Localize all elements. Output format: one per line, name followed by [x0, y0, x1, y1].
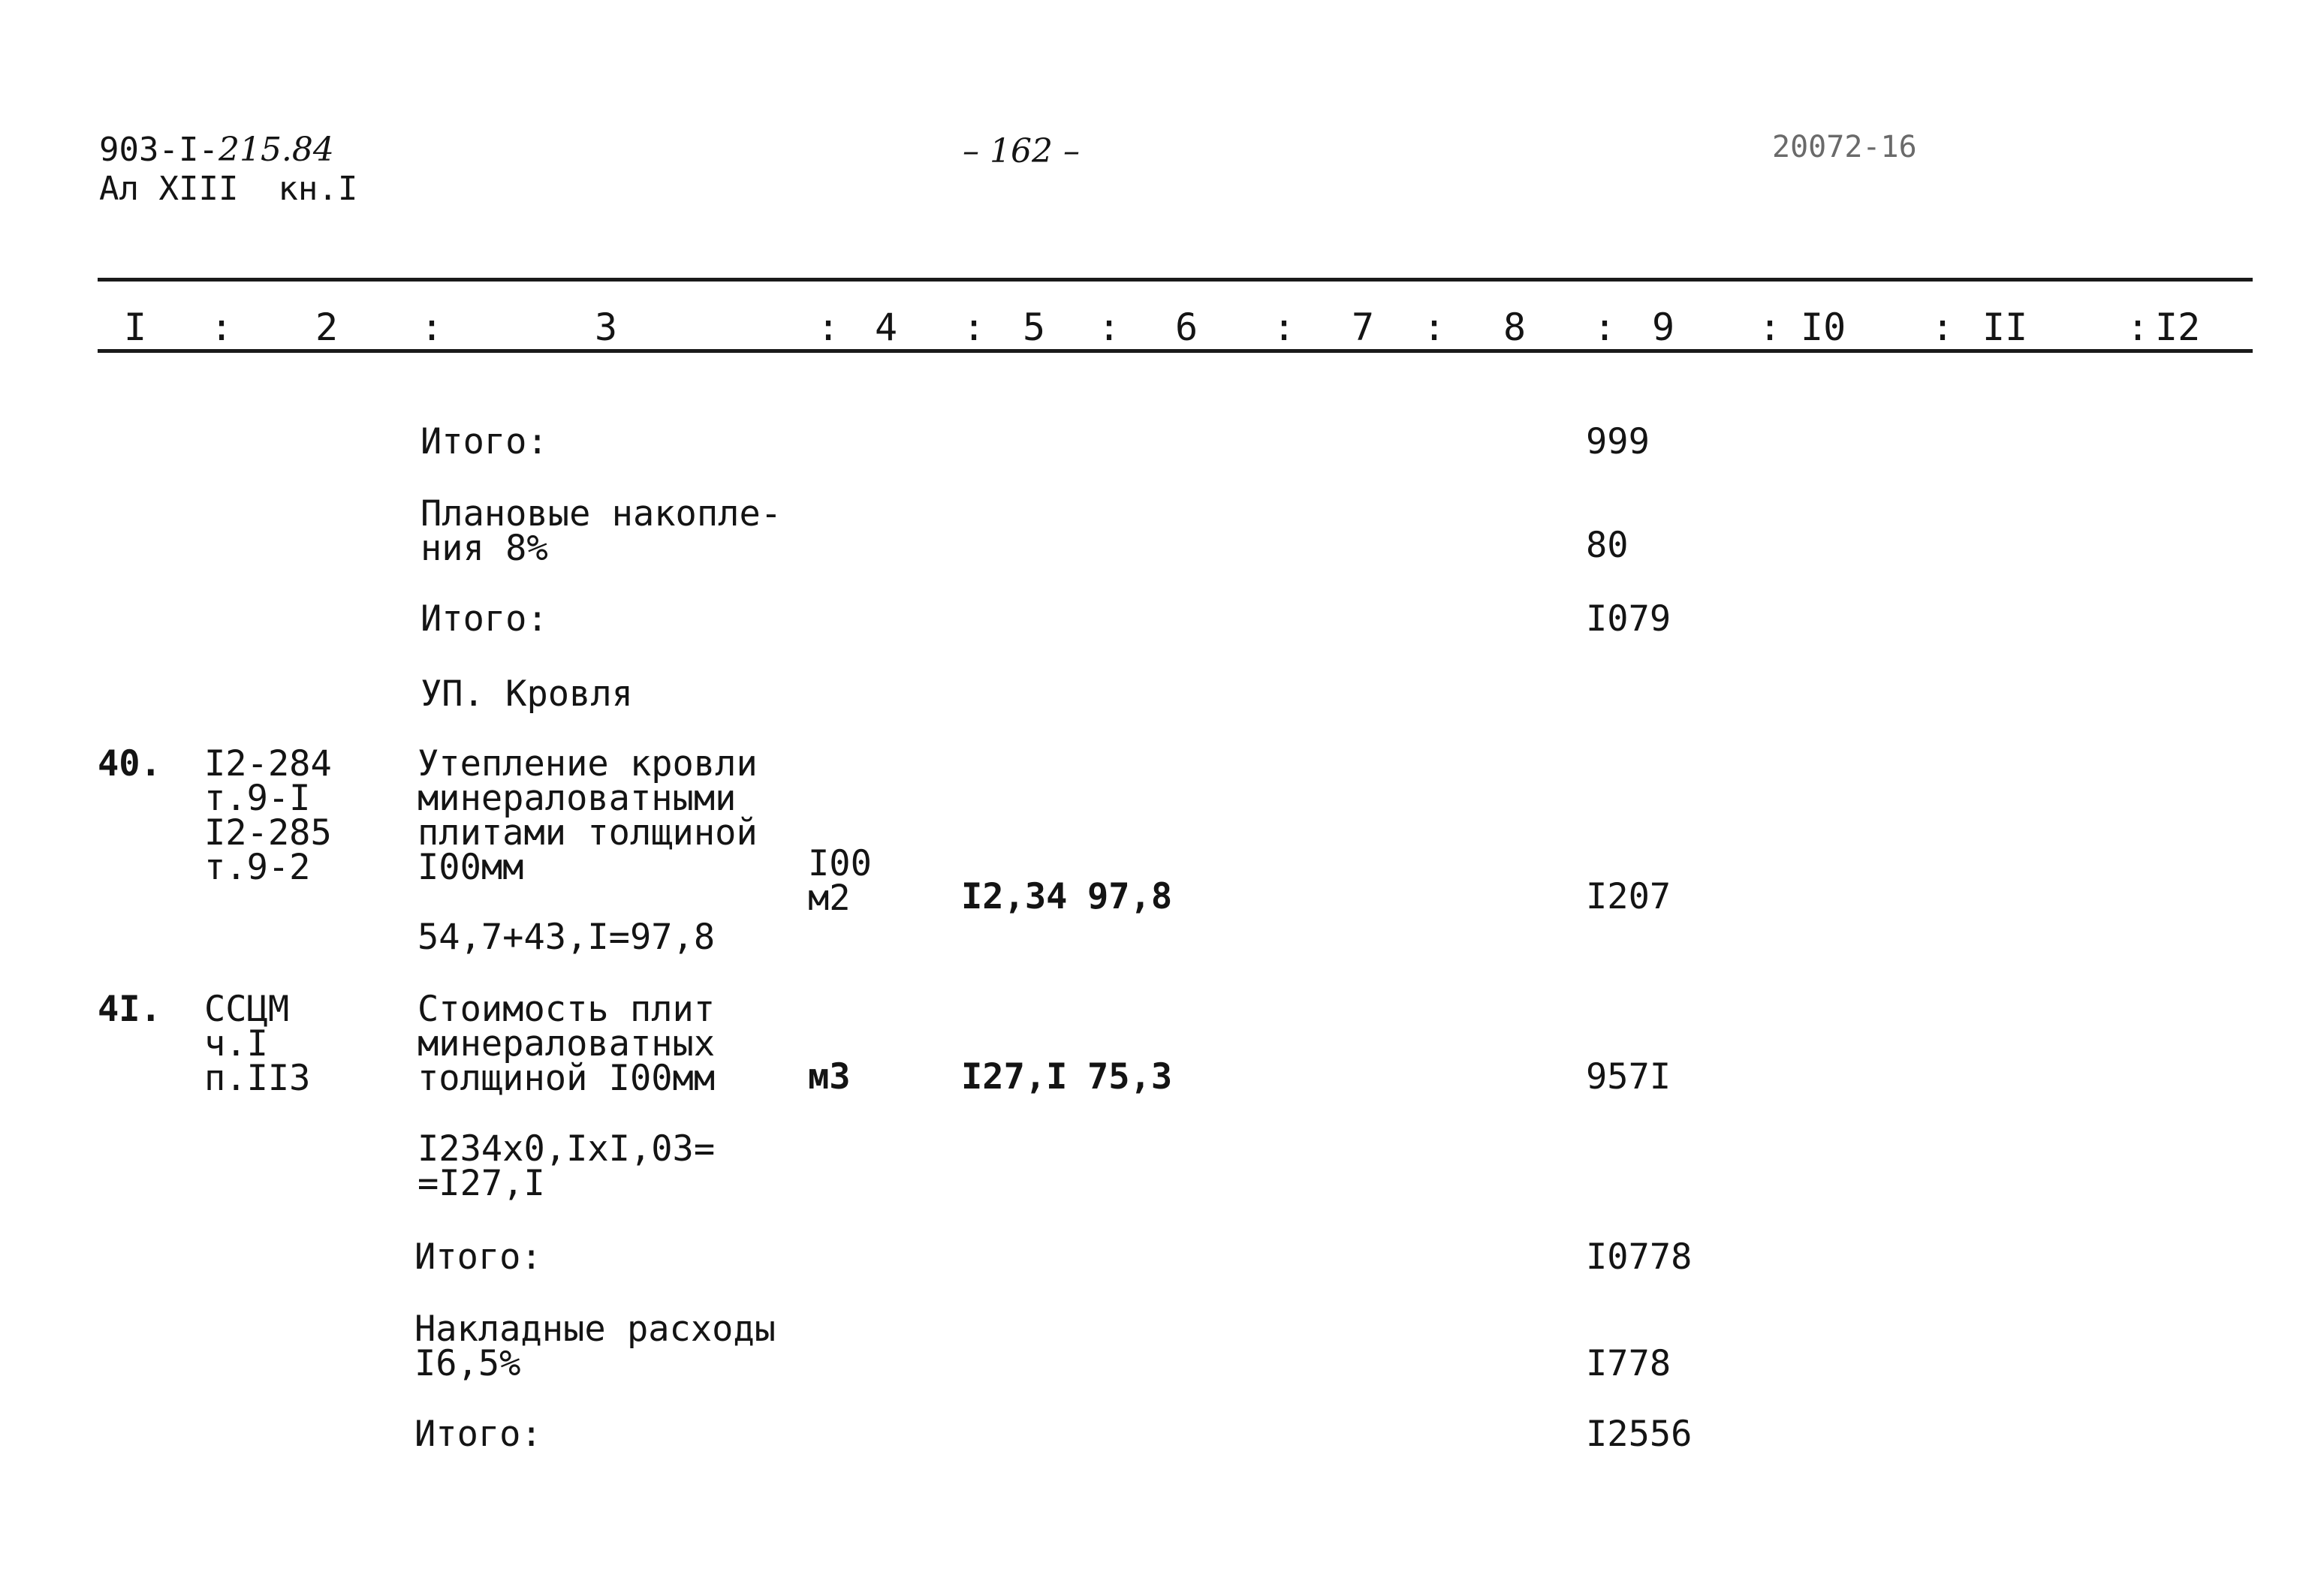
- col-sep: :: [1759, 306, 1782, 349]
- col-sep: :: [2127, 306, 2150, 349]
- document-code-handwritten: 215.84: [218, 131, 334, 169]
- total-2-value: I079: [1586, 598, 1671, 640]
- col-1: I: [124, 306, 147, 349]
- item-40-quantity: 97,8: [1087, 876, 1173, 917]
- album-book-line: [99, 171, 357, 207]
- total-3-label: Итого:: [414, 1236, 542, 1278]
- col-5: 5: [1023, 306, 1046, 349]
- col-12: I2: [2155, 306, 2201, 349]
- item-41-calc: I234x0,IxI,03= =I27,I: [417, 1128, 716, 1204]
- item-40-code: I2-284 т.9-I I2-285 т.9-2: [204, 743, 332, 888]
- col-sep: :: [1273, 306, 1296, 349]
- section-title: УП. Кровля: [420, 673, 633, 715]
- col-sep: :: [210, 306, 234, 349]
- col-sep: :: [1593, 306, 1617, 349]
- item-40-price: I2,34: [961, 876, 1068, 917]
- overhead-label: Накладные расходы I6,5%: [414, 1308, 776, 1384]
- total-1-value: 999: [1586, 421, 1650, 462]
- item-41-unit: м3: [808, 1056, 851, 1098]
- total-3-value: I0778: [1586, 1236, 1693, 1278]
- item-41-description: Стоимость плит минераловатных толщиной I00мм: [417, 989, 716, 1099]
- item-41-number: 4I.: [98, 989, 161, 1030]
- col-sep: :: [1931, 306, 1955, 349]
- item-41-price: I27,I: [961, 1056, 1068, 1098]
- col-3: 3: [595, 306, 618, 349]
- col-10: I0: [1801, 306, 1846, 349]
- total-2-label: Итого:: [420, 598, 548, 640]
- col-sep: :: [420, 306, 444, 349]
- col-sep: :: [963, 306, 986, 349]
- item-40-calc: 54,7+43,I=97,8: [417, 917, 716, 958]
- col-sep: :: [1098, 306, 1121, 349]
- item-40-number: 40.: [98, 743, 161, 784]
- col-sep: :: [817, 306, 840, 349]
- total-4-label: Итого:: [414, 1414, 542, 1455]
- total-1-label: Итого:: [420, 421, 548, 462]
- document-code: [99, 132, 334, 168]
- top-rule: [98, 278, 2253, 282]
- col-8: 8: [1503, 306, 1527, 349]
- planned-savings-value: 80: [1586, 525, 1629, 566]
- col-7: 7: [1352, 306, 1375, 349]
- overhead-value: I778: [1586, 1343, 1671, 1384]
- col-sep: :: [1423, 306, 1446, 349]
- item-40-unit: I00 м2: [808, 843, 872, 919]
- col-4: 4: [875, 306, 898, 349]
- header-bottom-rule: [98, 349, 2253, 353]
- item-40-description: Утепление кровли минераловатными плитами толщиной I00мм: [417, 743, 758, 888]
- planned-savings-label: Плановые накопле- ния 8%: [420, 493, 782, 569]
- item-41-code: ССЦМ ч.I п.II3: [204, 989, 311, 1099]
- item-41-quantity: 75,3: [1087, 1056, 1173, 1098]
- col-11: II: [1982, 306, 2028, 349]
- stamp-number: 20072-16: [1772, 130, 1917, 164]
- col-6: 6: [1175, 306, 1198, 349]
- col-9: 9: [1652, 306, 1675, 349]
- total-4-value: I2556: [1586, 1414, 1693, 1455]
- item-41-total: 957I: [1586, 1056, 1671, 1098]
- col-2: 2: [315, 306, 339, 349]
- book-label: кн.I: [278, 170, 358, 208]
- album-label: Ал XIII: [99, 170, 239, 208]
- document-code-printed: 903-I-: [99, 131, 219, 169]
- page-number: – 162 –: [963, 132, 1080, 170]
- item-40-total: I207: [1586, 876, 1671, 917]
